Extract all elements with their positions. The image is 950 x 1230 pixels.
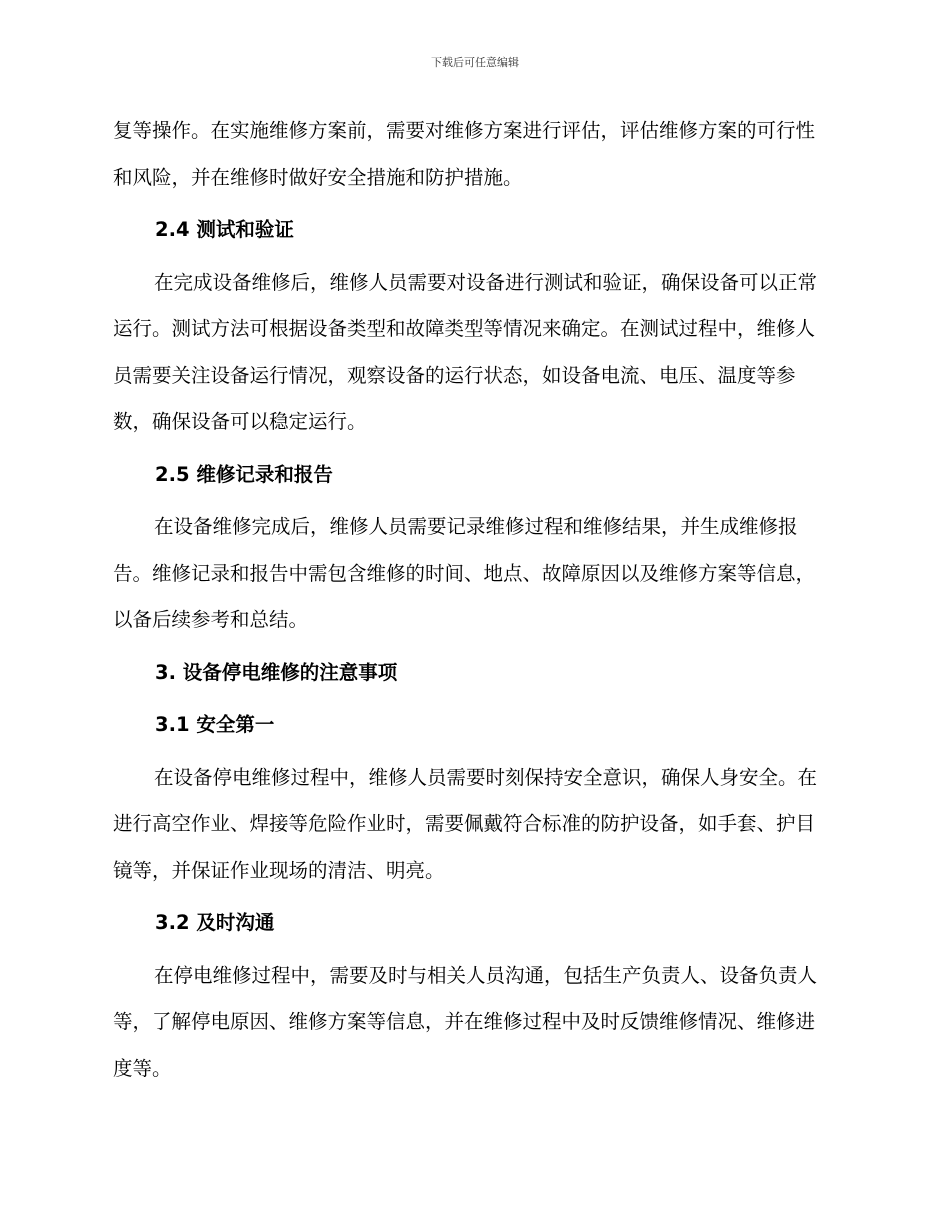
heading-3-1: 3.1 安全第一 (155, 713, 275, 736)
paragraph-3-1: 在设备停电维修过程中，维修人员需要时刻保持安全意识，确保人身安全。在进行高空作业、焊接等危险作业时，需要佩戴符合标准的防护设备，如手套、护目镜等，并保证作业现场的清洁、明亮。 (113, 765, 818, 882)
paragraph-continuation: 复等操作。在实施维修方案前，需要对维修方案进行评估，评估维修方案的可行性和风险，并在维修时做好安全措施和防护措施。 (113, 119, 816, 189)
paragraph-2-5: 在设备维修完成后，维修人员需要记录维修过程和维修结果，并生成维修报告。维修记录和报告中需包含维修的时间、地点、故障原因以及维修方案等信息，以备后续参考和总结。 (113, 515, 816, 631)
heading-2-5: 2.5 维修记录和报告 (155, 462, 333, 486)
document-body (113, 108, 833, 1098)
heading-3: 3. 设备停电维修的注意事项 (155, 660, 398, 684)
heading-3-2: 3.2 及时沟通 (155, 911, 275, 934)
heading-2-4: 2.4 测试和验证 (155, 218, 294, 241)
page-header: 下载后可任意编辑 (431, 56, 519, 69)
paragraph-3-2: 在停电维修过程中，需要及时与相关人员沟通，包括生产负责人、设备负责人等，了解停电原因、维修方案等信息，并在维修过程中及时反馈维修情况、维修进度等。 (113, 963, 818, 1080)
paragraph-2-4: 在完成设备维修后，维修人员需要对设备进行测试和验证，确保设备可以正常运行。测试方法可根据设备类型和故障类型等情况来确定。在测试过程中，维修人员需要关注设备运行情况，观察设备的运行状态，如设备电流、电压、温度等参数，确保设备可以稳定运行。 (113, 270, 818, 433)
